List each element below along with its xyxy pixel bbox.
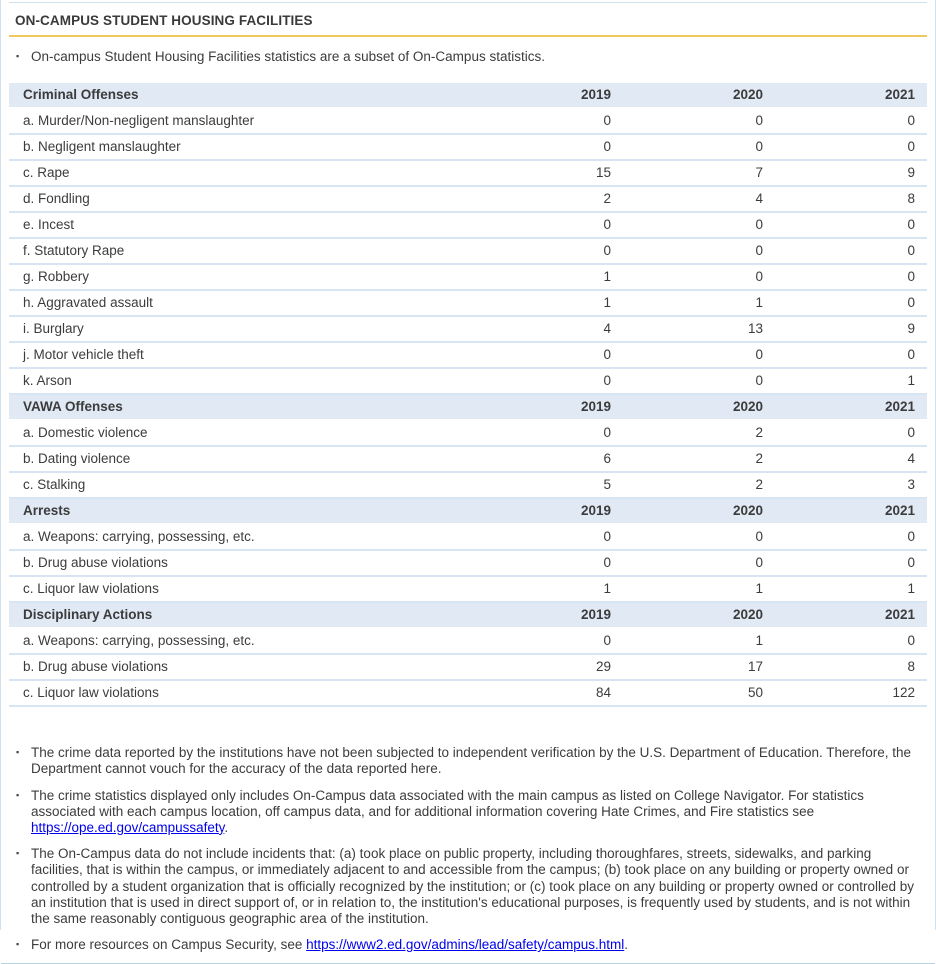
offense-value-2020: 0 <box>755 555 763 571</box>
offense-value-2019: 0 <box>603 243 611 259</box>
offense-value-2020: 0 <box>755 373 763 389</box>
offense-value-2021: 1 <box>907 373 915 389</box>
table-row <box>9 473 927 499</box>
offense-value-2020: 50 <box>747 685 763 701</box>
offense-value-2019: 0 <box>603 373 611 389</box>
table-row <box>9 317 927 343</box>
offense-value-2019: 29 <box>595 659 611 675</box>
offense-value-2020: 0 <box>755 243 763 259</box>
intro-note <box>9 49 925 65</box>
section-name: VAWA Offenses <box>23 399 123 415</box>
offense-label: j. Motor vehicle theft <box>23 347 144 363</box>
offense-value-2021: 3 <box>907 477 915 493</box>
section-header-row <box>9 499 927 525</box>
year-header-2020: 2020 <box>732 503 763 519</box>
bullet-icon: ▪ <box>16 51 20 61</box>
offense-label: a. Weapons: carrying, possessing, etc. <box>23 633 255 649</box>
offense-value-2020: 1 <box>755 581 763 597</box>
year-header-2020: 2020 <box>732 87 763 103</box>
footnote-text: For more resources on Campus Security, see <box>31 937 307 953</box>
offense-value-2019: 0 <box>603 425 611 441</box>
footnote-text-after: . <box>624 937 629 953</box>
year-header-2019: 2019 <box>580 399 611 415</box>
table-row <box>9 577 927 603</box>
table-row <box>9 343 927 369</box>
section-header-row <box>9 603 927 629</box>
offense-label: g. Robbery <box>23 269 90 285</box>
section-name: Criminal Offenses <box>23 87 139 103</box>
offense-value-2020: 0 <box>755 139 763 155</box>
offense-value-2019: 0 <box>603 113 611 129</box>
offense-value-2020: 0 <box>755 269 763 285</box>
offense-label: i. Burglary <box>23 321 84 337</box>
offense-label: b. Dating violence <box>23 451 131 467</box>
offense-label: a. Weapons: carrying, possessing, etc. <box>23 529 255 545</box>
offense-value-2021: 0 <box>907 295 915 311</box>
offense-value-2021: 122 <box>892 685 915 701</box>
section-name: Arrests <box>23 503 71 519</box>
offense-value-2019: 0 <box>603 139 611 155</box>
offense-value-2020: 0 <box>755 217 763 233</box>
offense-value-2021: 0 <box>907 633 915 649</box>
footnote-text: The crime statistics displayed only includes On-Campus data associated with the main campus as listed on College Navigator. For statistics associated with each campus location, off campus data, and for additional information covering Hate Crimes, and Fire statistics see <box>31 787 864 819</box>
footnote-item <box>9 788 925 837</box>
offense-value-2019: 4 <box>603 321 611 337</box>
table-row <box>9 213 927 239</box>
stats-table <box>9 83 927 707</box>
offense-value-2021: 0 <box>907 269 915 285</box>
offense-value-2021: 0 <box>907 555 915 571</box>
offense-value-2019: 15 <box>595 165 611 181</box>
offense-label: c. Stalking <box>23 477 86 493</box>
offense-label: a. Domestic violence <box>23 425 148 441</box>
offense-label: k. Arson <box>23 373 72 389</box>
year-header-2021: 2021 <box>884 87 915 103</box>
year-header-2019: 2019 <box>580 503 611 519</box>
section-header-row <box>9 83 927 109</box>
year-header-2021: 2021 <box>884 399 915 415</box>
offense-value-2020: 7 <box>755 165 763 181</box>
footnote-item <box>9 937 925 953</box>
offense-value-2020: 2 <box>755 451 763 467</box>
offense-value-2021: 0 <box>907 529 915 545</box>
table-row <box>9 161 927 187</box>
intro-note-text: On-campus Student Housing Facilities statistics are a subset of On-Campus statistics. <box>31 49 545 64</box>
offense-value-2021: 0 <box>907 425 915 441</box>
offense-value-2021: 0 <box>907 217 915 233</box>
offense-value-2019: 2 <box>603 191 611 207</box>
offense-label: h. Aggravated assault <box>23 295 153 311</box>
offense-value-2019: 1 <box>603 581 611 597</box>
footnote-text: The crime data reported by the institutions have not been subjected to independent verification by the U.S. Department of Education. Therefore, the Department cannot vouch for the accuracy of the data reported here. <box>31 745 912 777</box>
footnote-text-after: . <box>224 819 229 835</box>
offense-value-2021: 0 <box>907 113 915 129</box>
offense-value-2020: 2 <box>755 425 763 441</box>
year-header-2021: 2021 <box>884 607 915 623</box>
offense-value-2019: 0 <box>603 555 611 571</box>
table-row <box>9 655 927 681</box>
footnote-text: The On-Campus data do not include incidents that: (a) took place on public property, including thoroughfares, streets, sidewalks, and parking facilities, that is within the campus, or immediately adjacent to and accessible from the campus; (b) took place on any building or property owned or controlled by a student organization that is officially recognized by the institution; or (c) took place on any building or property owned or controlled by an institution that is used in direct support of, or in relation to, the institution's educational purposes, is frequently used by students, and is not within the same reasonably contiguous geographic area of the institution. <box>31 846 915 926</box>
offense-value-2021: 9 <box>907 165 915 181</box>
offense-value-2021: 4 <box>907 451 915 467</box>
table-row <box>9 525 927 551</box>
offense-value-2019: 1 <box>603 295 611 311</box>
offense-label: e. Incest <box>23 217 75 233</box>
bullet-icon: ▪ <box>16 789 20 800</box>
offense-value-2021: 0 <box>907 139 915 155</box>
offense-value-2021: 8 <box>907 191 915 207</box>
footnote-item <box>9 846 925 927</box>
table-row <box>9 369 927 395</box>
offense-value-2019: 84 <box>595 685 611 701</box>
offense-label: b. Drug abuse violations <box>23 659 168 675</box>
footnote-item <box>9 745 925 777</box>
offense-value-2020: 4 <box>755 191 763 207</box>
table-row <box>9 265 927 291</box>
year-header-2021: 2021 <box>884 503 915 519</box>
bullet-icon: ▪ <box>16 848 20 859</box>
offense-value-2019: 0 <box>603 217 611 233</box>
offense-label: f. Statutory Rape <box>23 243 125 259</box>
offense-label: c. Rape <box>23 165 70 181</box>
offense-value-2020: 13 <box>747 321 763 337</box>
offense-value-2019: 0 <box>603 633 611 649</box>
year-header-2019: 2019 <box>580 607 611 623</box>
table-row <box>9 187 927 213</box>
footnote-link[interactable]: https://ope.ed.gov/campussafety <box>31 819 225 835</box>
table-row <box>9 551 927 577</box>
footnotes <box>1 735 935 963</box>
table-row <box>9 447 927 473</box>
table-row <box>9 135 927 161</box>
table-row <box>9 681 927 707</box>
offense-value-2019: 6 <box>603 451 611 467</box>
offense-label: d. Fondling <box>23 191 90 207</box>
table-row <box>9 109 927 135</box>
offense-label: c. Liquor law violations <box>23 685 159 701</box>
year-header-2019: 2019 <box>580 87 611 103</box>
offense-label: b. Drug abuse violations <box>23 555 168 571</box>
bullet-icon: ▪ <box>16 747 20 758</box>
offense-value-2021: 1 <box>907 581 915 597</box>
footnote-link[interactable]: https://www2.ed.gov/admins/lead/safety/campus.html <box>306 937 625 953</box>
offense-value-2019: 0 <box>603 347 611 363</box>
year-header-2020: 2020 <box>732 607 763 623</box>
table-row <box>9 291 927 317</box>
offense-label: c. Liquor law violations <box>23 581 159 597</box>
offense-label: a. Murder/Non-negligent manslaughter <box>23 113 255 129</box>
offense-value-2021: 9 <box>907 321 915 337</box>
page-title: ON-CAMPUS STUDENT HOUSING FACILITIES <box>9 3 927 37</box>
offense-value-2021: 0 <box>907 243 915 259</box>
offense-label: b. Negligent manslaughter <box>23 139 181 155</box>
offense-value-2021: 8 <box>907 659 915 675</box>
offense-value-2020: 0 <box>755 347 763 363</box>
offense-value-2021: 0 <box>907 347 915 363</box>
table-row <box>9 629 927 655</box>
offense-value-2019: 0 <box>603 529 611 545</box>
offense-value-2020: 2 <box>755 477 763 493</box>
offense-value-2020: 1 <box>755 295 763 311</box>
offense-value-2020: 1 <box>755 633 763 649</box>
offense-value-2019: 1 <box>603 269 611 285</box>
table-row <box>9 421 927 447</box>
offense-value-2019: 5 <box>603 477 611 493</box>
bullet-icon: ▪ <box>16 939 20 950</box>
section-name: Disciplinary Actions <box>23 607 153 623</box>
offense-value-2020: 17 <box>747 659 763 675</box>
offense-value-2020: 0 <box>755 113 763 129</box>
year-header-2020: 2020 <box>732 399 763 415</box>
offense-value-2020: 0 <box>755 529 763 545</box>
table-row <box>9 239 927 265</box>
section-header-row <box>9 395 927 421</box>
